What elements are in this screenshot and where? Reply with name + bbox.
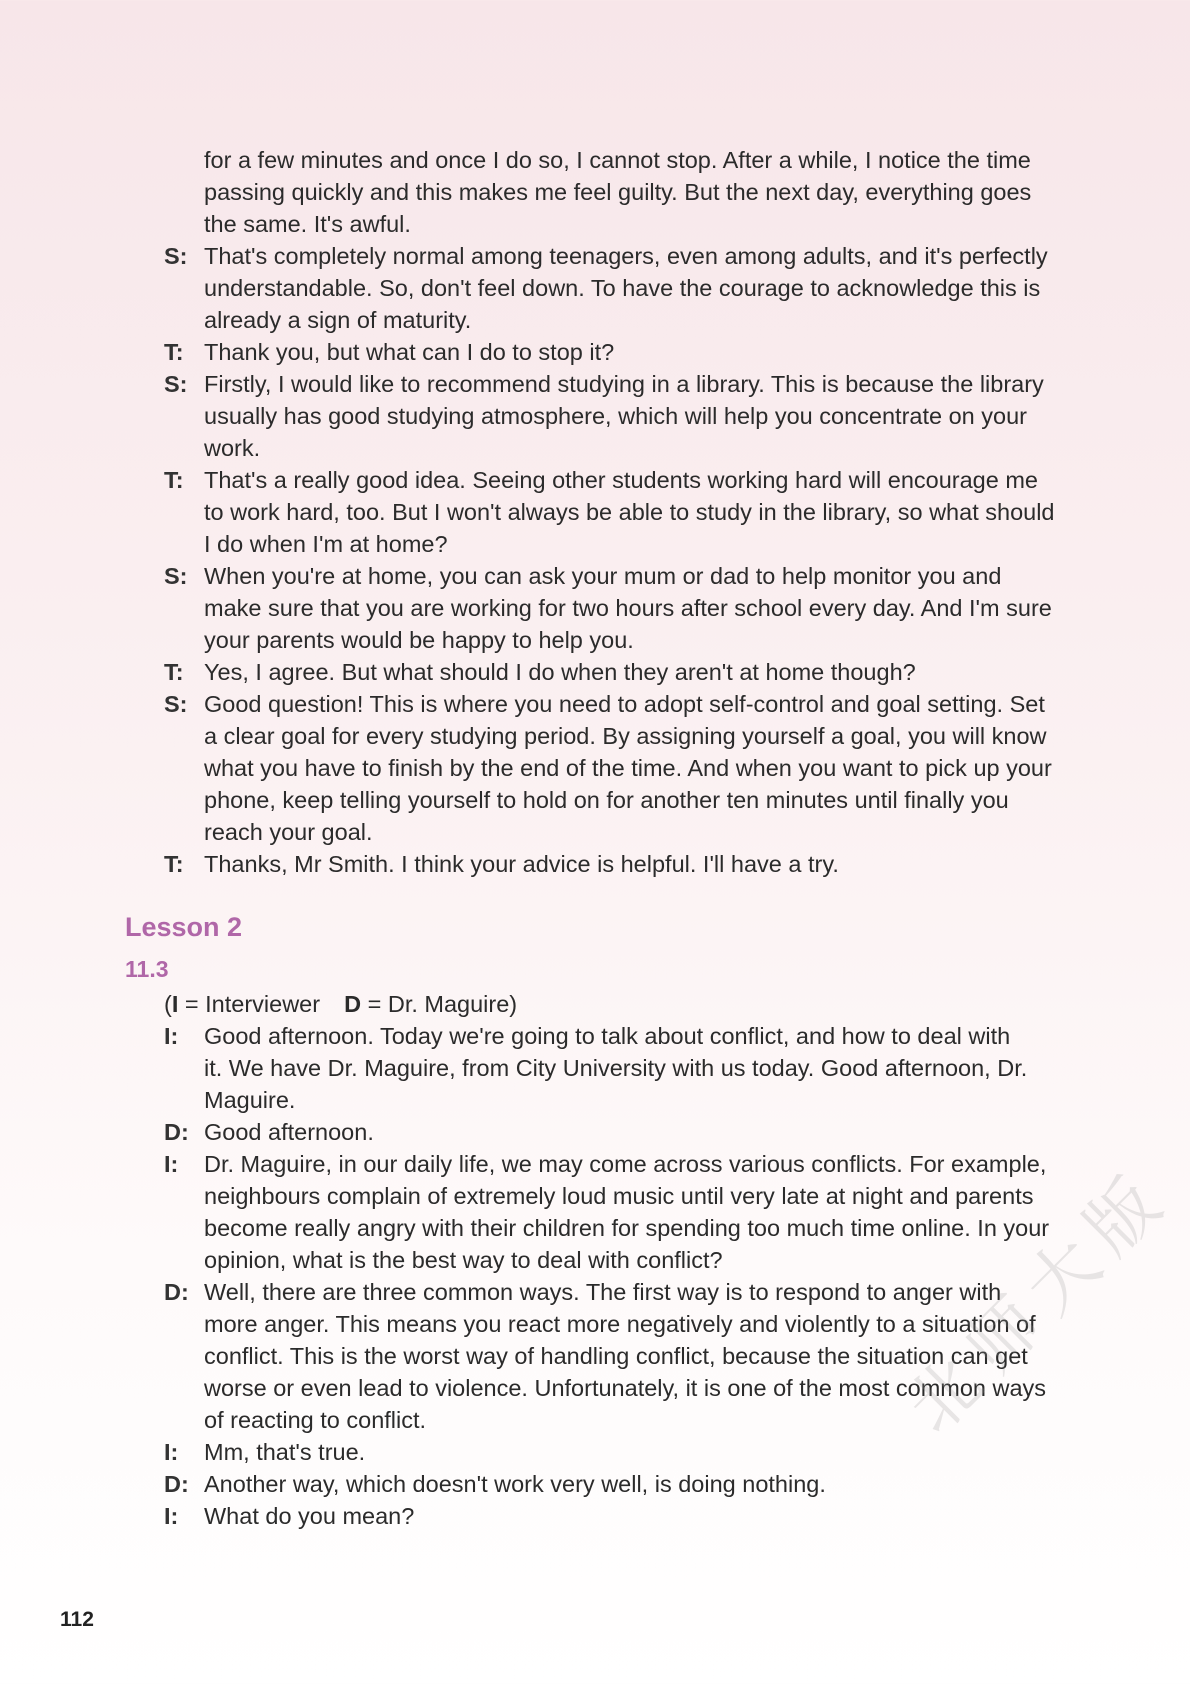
dialogue-text: Yes, I agree. But what should I do when they aren't at home though? (204, 659, 916, 685)
speaker-label: I: (164, 1439, 179, 1465)
dialogue-text: usually has good studying atmosphere, which will help you concentrate on your (204, 403, 1027, 429)
dialogue-text: what you have to finish by the end of the time. And when you want to pick up your (204, 755, 1052, 781)
dialogue-line (0, 336, 1190, 368)
dialogue-text: I do when I'm at home? (204, 531, 448, 557)
dialogue-line (0, 400, 1190, 432)
dialogue-line (0, 368, 1190, 400)
dialogue-text: That's a really good idea. Seeing other students working hard will encourage me (204, 467, 1038, 493)
dialogue-line (0, 1500, 1190, 1532)
dialogue-line (0, 1084, 1190, 1116)
dialogue-line (0, 816, 1190, 848)
dialogue-text: already a sign of maturity. (204, 307, 472, 333)
dialogue-text: passing quickly and this makes me feel guilty. But the next day, everything goes (204, 179, 1032, 205)
publisher-watermark: 北师大版 (890, 1153, 1187, 1449)
dialogue-line (0, 464, 1190, 496)
dialogue-text: Firstly, I would like to recommend studying in a library. This is because the library (204, 371, 1044, 397)
dialogue-text: it. We have Dr. Maguire, from City University with us today. Good afternoon, Dr. (204, 1055, 1028, 1081)
speaker-label: D: (164, 1279, 189, 1305)
track-number-heading: 11.3 (125, 956, 169, 982)
dialogue-text: conflict. This is the worst way of handling conflict, because the situation can get (204, 1343, 1028, 1369)
dialogue-text: Well, there are three common ways. The first way is to respond to anger with (204, 1279, 1002, 1305)
dialogue-text: become really angry with their children for spending too much time online. In your (204, 1215, 1050, 1241)
dialogue-text: to work hard, too. But I won't always be able to study in the library, so what should (204, 499, 1055, 525)
legend-interviewer-value: = Interviewer (178, 991, 321, 1017)
dialogue-text: reach your goal. (204, 819, 373, 845)
dialogue-line (0, 272, 1190, 304)
speaker-label: S: (164, 691, 188, 717)
dialogue-line (0, 208, 1190, 240)
dialogue-text: understandable. So, don't feel down. To have the courage to acknowledge this is (204, 275, 1041, 301)
speaker-label: S: (164, 243, 188, 269)
dialogue-line (0, 1468, 1190, 1500)
dialogue-text: make sure that you are working for two hours after school every day. And I'm sure (204, 595, 1052, 621)
speaker-label: T: (164, 467, 184, 493)
dialogue-part-1 (0, 144, 1190, 880)
speaker-label: T: (164, 339, 184, 365)
dialogue-line (0, 496, 1190, 528)
dialogue-text: Another way, which doesn't work very well, is doing nothing. (204, 1471, 826, 1497)
dialogue-text: opinion, what is the best way to deal with conflict? (204, 1247, 723, 1273)
dialogue-line (0, 752, 1190, 784)
speaker-legend (0, 988, 1190, 1020)
dialogue-line (0, 1116, 1190, 1148)
dialogue-text: work. (204, 435, 261, 461)
dialogue-text: for a few minutes and once I do so, I cannot stop. After a while, I notice the time (204, 147, 1031, 173)
dialogue-line (0, 784, 1190, 816)
speaker-label: T: (164, 851, 184, 877)
dialogue-text: more anger. This means you react more negatively and violently to a situation of (204, 1311, 1036, 1337)
dialogue-line (0, 528, 1190, 560)
dialogue-text: Mm, that's true. (204, 1439, 366, 1465)
dialogue-text: Thank you, but what can I do to stop it? (204, 339, 615, 365)
legend-interviewer-key: I (171, 991, 179, 1017)
dialogue-line (0, 176, 1190, 208)
dialogue-text: That's completely normal among teenagers, even among adults, and it's perfectly (204, 243, 1048, 269)
dialogue-line (0, 848, 1190, 880)
lesson-heading: Lesson 2 (125, 912, 243, 942)
dialogue-line (0, 1404, 1190, 1436)
dialogue-text: Maguire. (204, 1087, 296, 1113)
legend-doctor-key: D (344, 991, 362, 1017)
legend-doctor-value: = Dr. Maguire) (361, 991, 518, 1017)
dialogue-line (0, 560, 1190, 592)
dialogue-line (0, 1148, 1190, 1180)
dialogue-line (0, 144, 1190, 176)
speaker-label: I: (164, 1151, 179, 1177)
dialogue-text: Thanks, Mr Smith. I think your advice is helpful. I'll have a try. (204, 851, 839, 877)
dialogue-text: When you're at home, you can ask your mum or dad to help monitor you and (204, 563, 1002, 589)
dialogue-text: neighbours complain of extremely loud music until very late at night and parents (204, 1183, 1034, 1209)
dialogue-text: phone, keep telling yourself to hold on for another ten minutes until finally you (204, 787, 1009, 813)
dialogue-line (0, 624, 1190, 656)
dialogue-line (0, 432, 1190, 464)
speaker-label: D: (164, 1471, 189, 1497)
dialogue-line (0, 720, 1190, 752)
dialogue-text: Good afternoon. (204, 1119, 374, 1145)
dialogue-text: worse or even lead to violence. Unfortunately, it is one of the most common ways (204, 1375, 1047, 1401)
dialogue-line (0, 656, 1190, 688)
dialogue-text: of reacting to conflict. (204, 1407, 427, 1433)
dialogue-line (0, 1436, 1190, 1468)
dialogue-text: Good question! This is where you need to adopt self-control and goal setting. Set (204, 691, 1045, 717)
dialogue-text: your parents would be happy to help you. (204, 627, 634, 653)
legend-open-paren: ( (164, 991, 172, 1017)
dialogue-text: a clear goal for every studying period. By assigning yourself a goal, you will know (204, 723, 1047, 749)
dialogue-text: What do you mean? (204, 1503, 415, 1529)
dialogue-text: the same. It's awful. (204, 211, 411, 237)
page-number: 112 (60, 1608, 94, 1631)
dialogue-text: Good afternoon. Today we're going to talk about conflict, and how to deal with (204, 1023, 1011, 1049)
speaker-label: S: (164, 563, 188, 589)
dialogue-line (0, 1020, 1190, 1052)
dialogue-text: Dr. Maguire, in our daily life, we may come across various conflicts. For example, (204, 1151, 1047, 1177)
dialogue-line (0, 1212, 1190, 1244)
dialogue-line (0, 592, 1190, 624)
speaker-label: D: (164, 1119, 189, 1145)
dialogue-line (0, 1052, 1190, 1084)
speaker-label: T: (164, 659, 184, 685)
dialogue-line (0, 1180, 1190, 1212)
speaker-label: I: (164, 1023, 179, 1049)
dialogue-line (0, 240, 1190, 272)
dialogue-line (0, 304, 1190, 336)
speaker-label: I: (164, 1503, 179, 1529)
dialogue-line (0, 688, 1190, 720)
speaker-label: S: (164, 371, 188, 397)
